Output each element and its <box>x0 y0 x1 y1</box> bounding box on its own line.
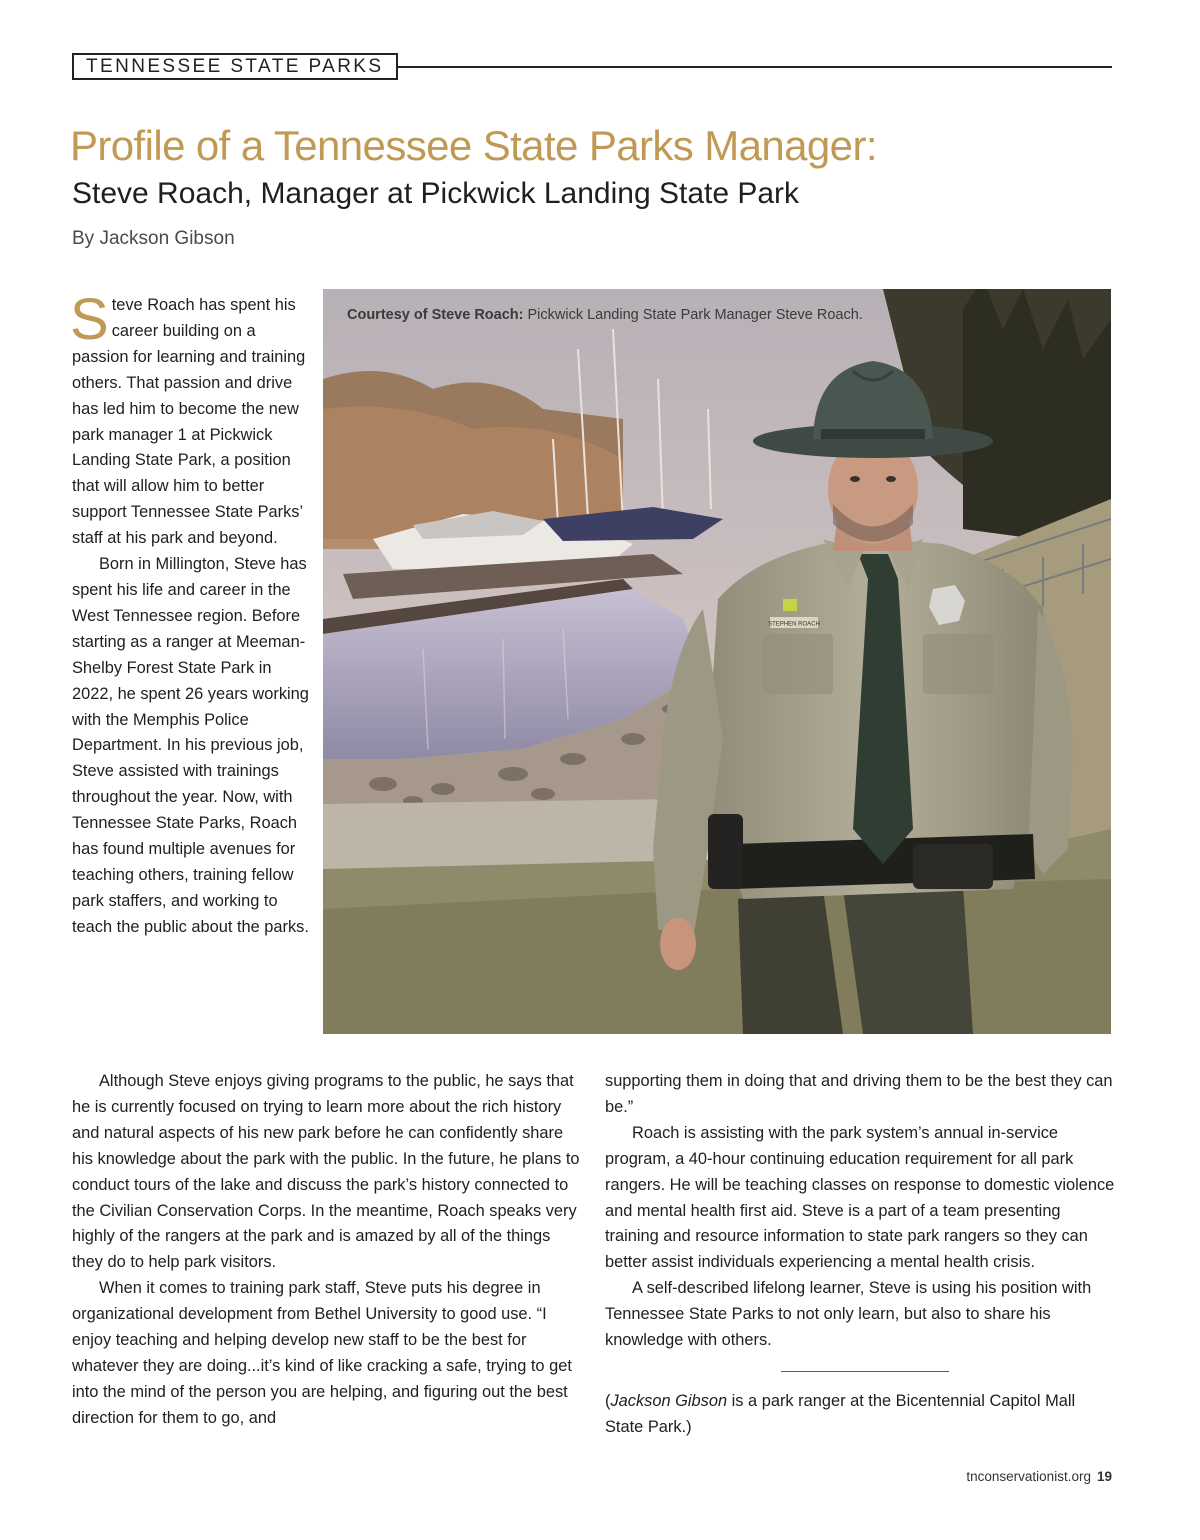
caption-credit: Courtesy of Steve Roach: <box>347 307 524 323</box>
article-column-narrow <box>70 287 312 941</box>
ranger-photo-illustration <box>323 289 1111 1034</box>
byline: By Jackson Gibson <box>72 228 235 249</box>
section-label: TENNESSEE STATE PARKS <box>72 53 398 80</box>
bio-open-paren: ( <box>605 1391 611 1410</box>
bio-author-name: Jackson Gibson <box>610 1391 728 1410</box>
nameplate: STEPHEN ROACH <box>768 621 820 628</box>
paragraph-3: Although Steve enjoys giving programs to the public, he says that he is currently focused on trying to learn more about the rich history and natural aspects of his new park before he can confidently share his knowledge about the park with the public. In the future, he plans to conduct tours of the lake and discuss the park’s history connected to the Civilian Conservation Corps. In the meantime, Roach speaks very highly of the rangers at the park and is amazed by all of the things they do to help park visitors. <box>72 1072 580 1272</box>
bio-divider <box>781 1371 949 1372</box>
paragraph-2: Born in Millington, Steve has spent his life and career in the West Tennessee region. Before starting as a ranger at Meeman-Shelby Forest State Park in 2022, he spent 26 years working with the Memphis Police Department. In his previous job, Steve assisted with trainings throughout the year. Now, with Tennessee State Parks, Roach has found multiple avenues for teaching others, training fellow park staffers, and working to teach the public about the parks. <box>72 555 309 936</box>
paragraph-5: Roach is assisting with the park system’s annual in-service program, a 40-hour continuing education requirement for all park rangers. He will be teaching classes on response to domestic violence and mental health first aid. Steve is a part of a team presenting training and resource information to state park rangers so they can better assist individuals experiencing a mental health crisis. <box>605 1123 1115 1272</box>
article-column-left <box>72 1069 582 1432</box>
footer-site: tnconservationist.org <box>966 1469 1091 1484</box>
caption-text: Pickwick Landing State Park Manager Steve Roach. <box>527 307 863 323</box>
page-footer <box>966 1469 1112 1484</box>
article-title: Profile of a Tennessee State Parks Manager: <box>70 122 877 169</box>
ranger-photo <box>323 289 1111 1034</box>
paragraph-6: A self-described lifelong learner, Steve is using his position with Tennessee State Parks to not only learn, but also to share his knowledge with others. <box>605 1279 1092 1350</box>
article-column-right <box>605 1069 1115 1441</box>
drop-cap: S <box>70 287 109 352</box>
paragraph-4-continued: supporting them in doing that and driving them to be the best they can be.” <box>605 1072 1113 1116</box>
bio-text: is a park ranger at the Bicentennial Capitol Mall State Park.) <box>605 1391 1076 1436</box>
author-bio <box>605 1389 1115 1441</box>
paragraph-1-text: teve Roach has spent his career building on a passion for learning and training others. That passion and drive has led him to become the new park manager 1 at Pickwick Landing State Park, a position that will allow him to better support Tennessee State Parks’ staff at his park and beyond. <box>72 296 306 548</box>
page-number: 19 <box>1096 1469 1112 1484</box>
section-rule <box>398 66 1112 68</box>
article-subtitle: Steve Roach, Manager at Pickwick Landing State Park <box>72 177 800 210</box>
paragraph-4: When it comes to training park staff, Steve puts his degree in organizational development from Bethel University to good use. “I enjoy teaching and helping develop new staff to be the best for whatever they are doing...it’s kind of like cracking a safe, trying to get into the mind of the person you are helping, and figuring out the best direction for them to go, and <box>72 1279 572 1427</box>
photo-caption <box>347 307 863 323</box>
paragraph-1 <box>70 287 312 552</box>
